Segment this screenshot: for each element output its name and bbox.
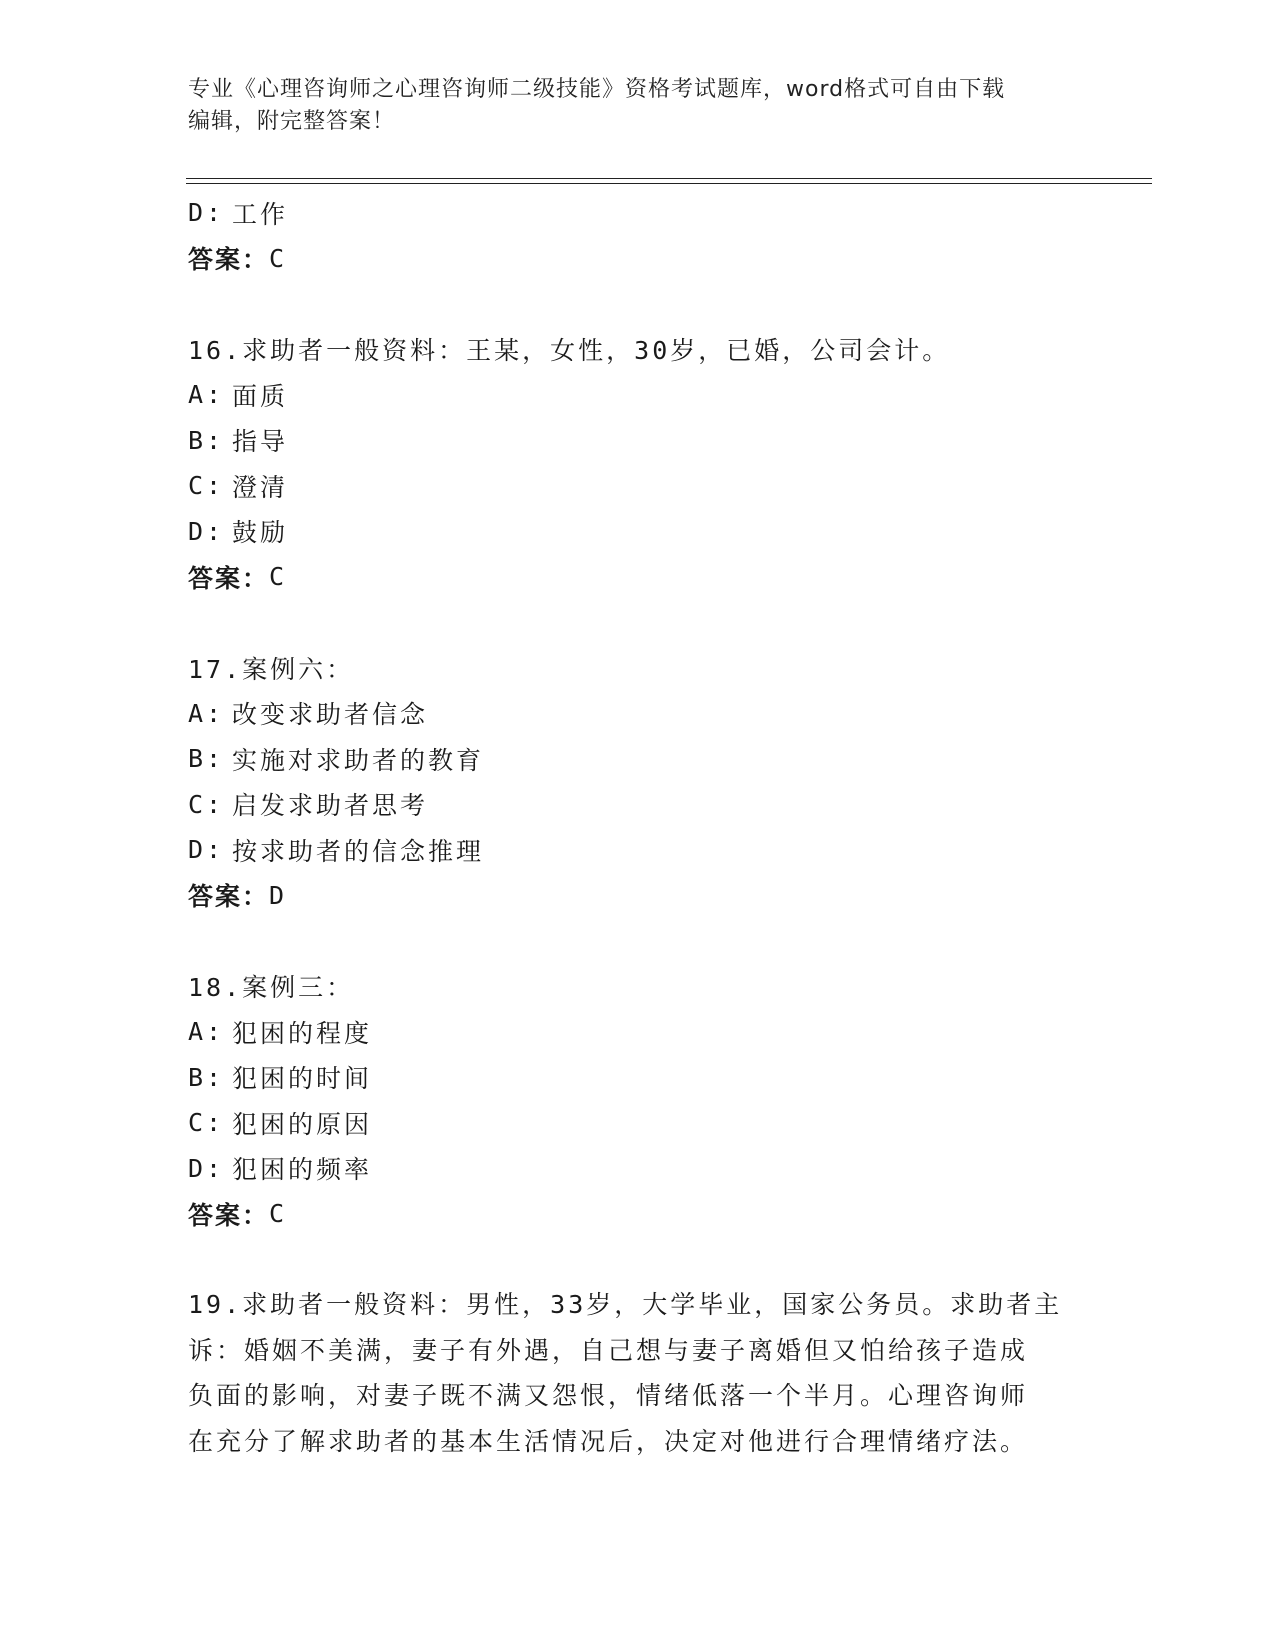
question-content	[188, 190, 1088, 1464]
option-c-q17	[188, 782, 1088, 828]
option-text: 面质	[232, 381, 289, 411]
spacer	[188, 1237, 1088, 1283]
option-label: B:	[188, 744, 225, 774]
option-label: D:	[188, 516, 225, 546]
spacer	[188, 918, 1088, 964]
option-label: D:	[188, 1153, 225, 1183]
option-label: A:	[188, 380, 225, 410]
option-text: 澄清	[232, 472, 289, 502]
option-d-q16	[188, 509, 1088, 555]
paragraph-line: 负面的影响，对妻子既不满又怨恨，情绪低落一个半月。心理咨询师	[188, 1381, 1029, 1410]
option-text: 犯困的原因	[232, 1109, 373, 1139]
question-stem-19	[188, 1282, 1088, 1464]
option-text: 实施对求助者的教育	[232, 745, 485, 775]
option-text: 改变求助者信念	[232, 700, 429, 730]
option-label: C:	[188, 789, 225, 819]
option-d-q17	[188, 827, 1088, 873]
option-b-q17	[188, 736, 1088, 782]
option-label: C:	[188, 1108, 225, 1138]
option-label: B:	[188, 1062, 225, 1092]
answer-label: 答案：	[188, 245, 270, 275]
option-b-q18	[188, 1055, 1088, 1101]
option-text: 犯困的程度	[232, 1018, 373, 1048]
option-label: D:	[188, 198, 225, 228]
answer-q16	[188, 554, 1088, 600]
option-text: 犯困的时间	[232, 1064, 373, 1094]
option-label: A:	[188, 698, 225, 728]
answer-value: C	[269, 562, 287, 592]
header-line-2: 编辑，附完整答案！	[188, 109, 396, 134]
option-a-q18	[188, 1009, 1088, 1055]
option-d-q15	[188, 190, 1088, 236]
answer-label: 答案：	[188, 1200, 270, 1230]
option-text: 按求助者的信念推理	[232, 836, 485, 866]
option-text: 鼓励	[232, 518, 289, 548]
option-d-q18	[188, 1146, 1088, 1192]
answer-value: D	[269, 880, 287, 910]
paragraph-line: 19.求助者一般资料：男性，33岁，大学毕业，国家公务员。求助者主	[188, 1290, 1063, 1319]
page-header	[188, 74, 1088, 138]
option-b-q16	[188, 418, 1088, 464]
paragraph-line: 在充分了解求助者的基本生活情况后，决定对他进行合理情绪疗法。	[188, 1426, 1029, 1456]
option-label: B:	[188, 425, 225, 455]
answer-q17	[188, 873, 1088, 919]
option-text: 启发求助者思考	[232, 791, 429, 821]
question-stem-16: 16.求助者一般资料：王某，女性，30岁，已婚，公司会计。	[188, 336, 951, 366]
spacer	[188, 281, 1088, 327]
header-rule-top	[186, 178, 1152, 179]
option-a-q17	[188, 691, 1088, 737]
option-text: 犯困的频率	[232, 1155, 373, 1185]
answer-label: 答案：	[188, 563, 270, 593]
option-a-q16	[188, 372, 1088, 418]
option-c-q18	[188, 1100, 1088, 1146]
answer-q15	[188, 236, 1088, 282]
paragraph-line: 诉：婚姻不美满，妻子有外遇，自己想与妻子离婚但又怕给孩子造成	[188, 1335, 1029, 1365]
option-label: D:	[188, 835, 225, 865]
header-line-1: 专业《心理咨询师之心理咨询师二级技能》资格考试题库，word格式可自由下载	[188, 77, 1006, 102]
answer-value: C	[269, 1199, 287, 1229]
answer-label: 答案：	[188, 882, 270, 912]
option-text: 指导	[232, 427, 289, 457]
answer-q18	[188, 1191, 1088, 1237]
option-text: 工作	[232, 199, 289, 229]
question-stem-17: 17.案例六：	[188, 654, 355, 684]
option-c-q16	[188, 463, 1088, 509]
spacer	[188, 600, 1088, 646]
question-stem-18: 18.案例三：	[188, 973, 355, 1003]
option-label: A:	[188, 1017, 225, 1047]
header-rule-bottom	[186, 183, 1152, 184]
option-label: C:	[188, 471, 225, 501]
answer-value: C	[269, 243, 287, 273]
